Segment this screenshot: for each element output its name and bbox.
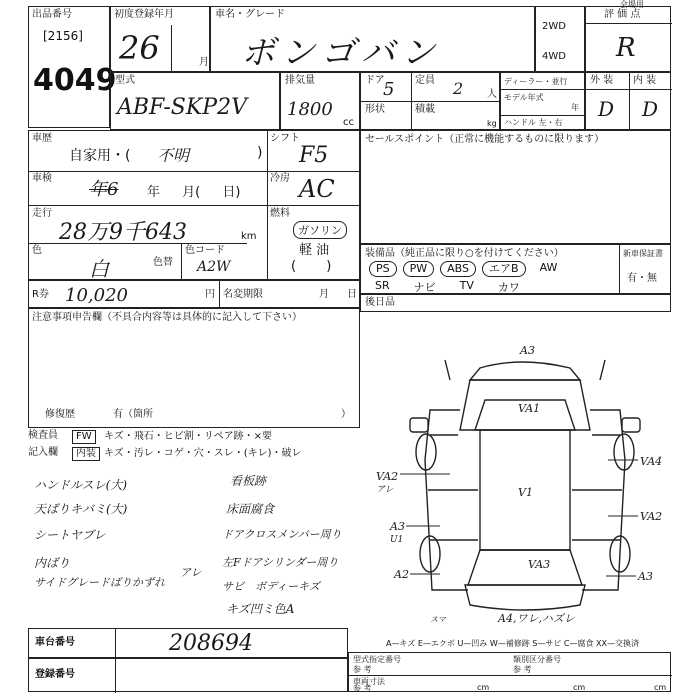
mileage-label: 走行	[32, 208, 52, 219]
equip-airbag: エアB	[482, 261, 526, 277]
repair-close: ）	[341, 409, 351, 420]
displacement-box	[280, 72, 360, 130]
recycle-label: R券	[32, 289, 49, 300]
mark-va1: VA1	[518, 402, 541, 415]
doors-label: ドア	[365, 75, 385, 86]
recycle-yen: 円	[205, 289, 215, 300]
hw-right-3: 左Fドアシリンダー周り	[222, 556, 339, 569]
hw-right-2: ドアクロスメンバー周り	[222, 528, 342, 541]
exterior-value: D	[598, 97, 615, 121]
ref-3: 参 考	[353, 684, 372, 693]
equipment-row-2	[375, 279, 625, 295]
interior-label: 内 装	[633, 75, 657, 86]
mileage-value: 28万9千643	[59, 220, 187, 245]
fuel-paren: ( )	[291, 259, 332, 274]
inspector-row1: キズ・飛石・ヒビ割・リペア跡・×要	[104, 431, 272, 442]
chassis-row	[28, 628, 348, 658]
inspection-hand: 年6	[89, 179, 119, 200]
ac-value: AC	[299, 175, 335, 203]
mark-suma: スマ	[430, 615, 446, 624]
doors-capacity-box	[360, 72, 500, 130]
mark-v1: V1	[518, 486, 533, 499]
repair-value: 有（箇所	[113, 409, 153, 420]
notes-block	[28, 308, 360, 428]
inspector-inner: 内装	[72, 447, 100, 461]
displacement-label: 排気量	[285, 75, 315, 86]
cm-3: cm	[654, 683, 667, 692]
color-code-label: 色コード	[185, 245, 225, 256]
inspector-row2: キズ・汚レ・コゲ・穴・スレ・(キレ)・破レ	[104, 448, 302, 459]
load-label: 積載	[415, 104, 435, 115]
model-box	[110, 72, 280, 130]
shift-label: シフト	[270, 133, 300, 144]
post-fill-label: 後日品	[365, 297, 395, 308]
inspector-block	[28, 430, 360, 464]
history-value-suffix: )	[257, 145, 263, 161]
reg-month-unit: 月	[199, 57, 209, 68]
inspection-label: 車検	[32, 173, 52, 184]
hw-right-1: 床面腐食	[226, 502, 275, 516]
hw-left-3: 内ばり	[34, 556, 71, 570]
color-value: 白	[89, 257, 109, 281]
ac-label: 冷房	[270, 173, 290, 184]
mark-va4: VA4	[640, 455, 663, 468]
hw-right-4: サビ ボディーキズ	[222, 580, 320, 593]
inspector-label-1: 検査員	[28, 430, 58, 441]
car-name-label: 車名・グレード	[215, 9, 285, 20]
equip-abs: ABS	[440, 261, 476, 277]
fuel-label: 燃料	[270, 208, 290, 219]
ext-int-box	[585, 72, 671, 130]
km-unit: km	[241, 231, 257, 242]
handwritten-area	[30, 470, 360, 620]
doors-value: 5	[383, 79, 395, 100]
name-change-label: 名変期限	[223, 289, 263, 300]
inspection-value: 年 月( 日)	[147, 185, 241, 200]
dim-label: 車両寸法	[353, 677, 385, 686]
diagram-legend: A—キズ E—エクボ U—凹み W—補修跡 S—サビ C—腐食 XX—交換済	[386, 639, 640, 648]
fuel-gasoline: ガソリン	[293, 221, 347, 239]
capacity-label: 定員	[415, 75, 435, 86]
person-unit: 人	[487, 89, 497, 100]
model-no-label: 型式指定番号	[353, 655, 401, 664]
grade-label: 評 価 点	[604, 9, 641, 20]
capacity-value: 2	[453, 79, 464, 98]
post-fill-box	[360, 294, 671, 312]
color-code-value: A2W	[197, 259, 231, 275]
mark-are-left: アレ	[376, 485, 394, 495]
equip-navi: ナビ	[413, 281, 436, 294]
dealer-box	[500, 72, 585, 130]
car-name-box	[210, 6, 535, 72]
reg-date-box	[110, 6, 210, 72]
hw-side-note: アレ	[180, 566, 202, 579]
mark-a2: A2	[394, 568, 409, 581]
model-label: 型式	[115, 75, 135, 86]
color-change-label: 色替	[153, 257, 173, 268]
hw-left-0: ハンドルスレ(大)	[34, 478, 128, 492]
exterior-label: 外 装	[590, 75, 614, 86]
fuel-diesel: 軽 油	[299, 243, 330, 258]
mark-a3-left: A3	[390, 520, 405, 533]
lot-number: 4049	[33, 63, 117, 98]
inspector-label-2: 記入欄	[28, 447, 58, 458]
color-label: 色	[32, 245, 42, 256]
reg-no-row	[28, 658, 348, 692]
ref-2: 参 考	[513, 665, 532, 674]
hw-left-2: シートヤブレ	[34, 528, 106, 542]
recycle-value: 10,020	[65, 285, 128, 306]
sales-point-box	[360, 130, 671, 244]
hw-left-4: サイドグレードばりかずれ	[34, 576, 166, 589]
equipment-row-1	[369, 261, 619, 277]
equip-sr: SR	[375, 279, 390, 292]
year-unit: 年	[571, 103, 579, 112]
history-value-hand: 不明	[157, 146, 190, 165]
hw-right-0: 看板跡	[230, 474, 267, 488]
cc-unit: cc	[343, 117, 354, 128]
mark-u1: U1	[390, 535, 404, 545]
ref-1: 参 考	[353, 665, 372, 674]
drive-box	[535, 6, 585, 72]
mark-a3-right: A3	[638, 570, 653, 583]
reg-label: 初度登録年月	[114, 9, 174, 20]
car-name: ボンゴバン	[241, 33, 441, 73]
chassis-value: 208694	[169, 631, 253, 656]
car-damage-diagram	[370, 340, 670, 630]
mark-va2-right: VA2	[640, 510, 663, 523]
grade-value: R	[616, 33, 636, 63]
dealer-label: ディーラー・並行	[504, 77, 568, 86]
repair-label: 修復歴	[45, 409, 75, 420]
cm-1: cm	[477, 683, 490, 692]
grade-box	[585, 6, 671, 72]
model-year-label: モデル年式	[504, 93, 544, 102]
displacement-value: 1800	[287, 99, 333, 120]
mark-a4: A4,ワレ,ハズレ	[498, 612, 575, 625]
shape-label: 形状	[365, 104, 385, 115]
mark-a3-front: A3	[520, 344, 535, 357]
recycle-row	[28, 280, 360, 308]
corner-text: 会場用	[620, 0, 644, 9]
mark-va2-left: VA2	[376, 470, 399, 483]
drive-2wd: 2WD	[542, 21, 566, 32]
lot-label: 出品番号	[32, 9, 72, 20]
equip-ps: PS	[369, 261, 397, 277]
warranty-label: 新車保証書	[623, 249, 663, 258]
lot-box	[28, 6, 117, 128]
equip-tv: TV	[459, 279, 474, 292]
equip-pw: PW	[403, 261, 435, 277]
equipment-box	[360, 244, 671, 294]
drive-4wd: 4WD	[542, 51, 566, 62]
sales-point-label: セールスポイント（正常に機能するものに限ります）	[365, 134, 605, 145]
inspector-fw: FW	[72, 430, 96, 444]
hw-right-5: キズ凹ミ色A	[226, 602, 295, 616]
history-block	[28, 130, 360, 280]
kg-unit: kg	[487, 119, 497, 128]
hw-left-1: 天ばりキバミ(大)	[34, 502, 128, 516]
category-label: 類別区分番号	[513, 655, 561, 664]
interior-value: D	[642, 97, 659, 121]
history-value-prefix: 自家用・(	[69, 148, 131, 164]
recycle-month: 月	[319, 289, 329, 300]
mark-va3: VA3	[528, 558, 551, 571]
reg-year: 26	[119, 29, 160, 67]
shift-value: F5	[299, 143, 329, 168]
history-label: 車歴	[32, 133, 52, 144]
lot-sub: [2156]	[43, 29, 83, 43]
recycle-day: 日	[347, 289, 357, 300]
handle-label: ハンドル 左・右	[504, 118, 563, 127]
model-value: ABF-SKP2V	[117, 95, 247, 120]
warranty-value: 有・無	[627, 273, 657, 284]
equipment-label: 装備品（純正品に限り○を付けてください）	[365, 248, 564, 259]
equip-kawa: カワ	[497, 281, 520, 294]
footer-ref-box	[348, 652, 671, 692]
notes-title: 注意事項申告欄（不具合内容等は具体的に記入して下さい）	[32, 312, 302, 323]
cm-2: cm	[573, 683, 586, 692]
chassis-label: 車台番号	[35, 637, 75, 648]
equip-aw: AW	[539, 261, 558, 274]
reg-no-label: 登録番号	[35, 669, 75, 680]
